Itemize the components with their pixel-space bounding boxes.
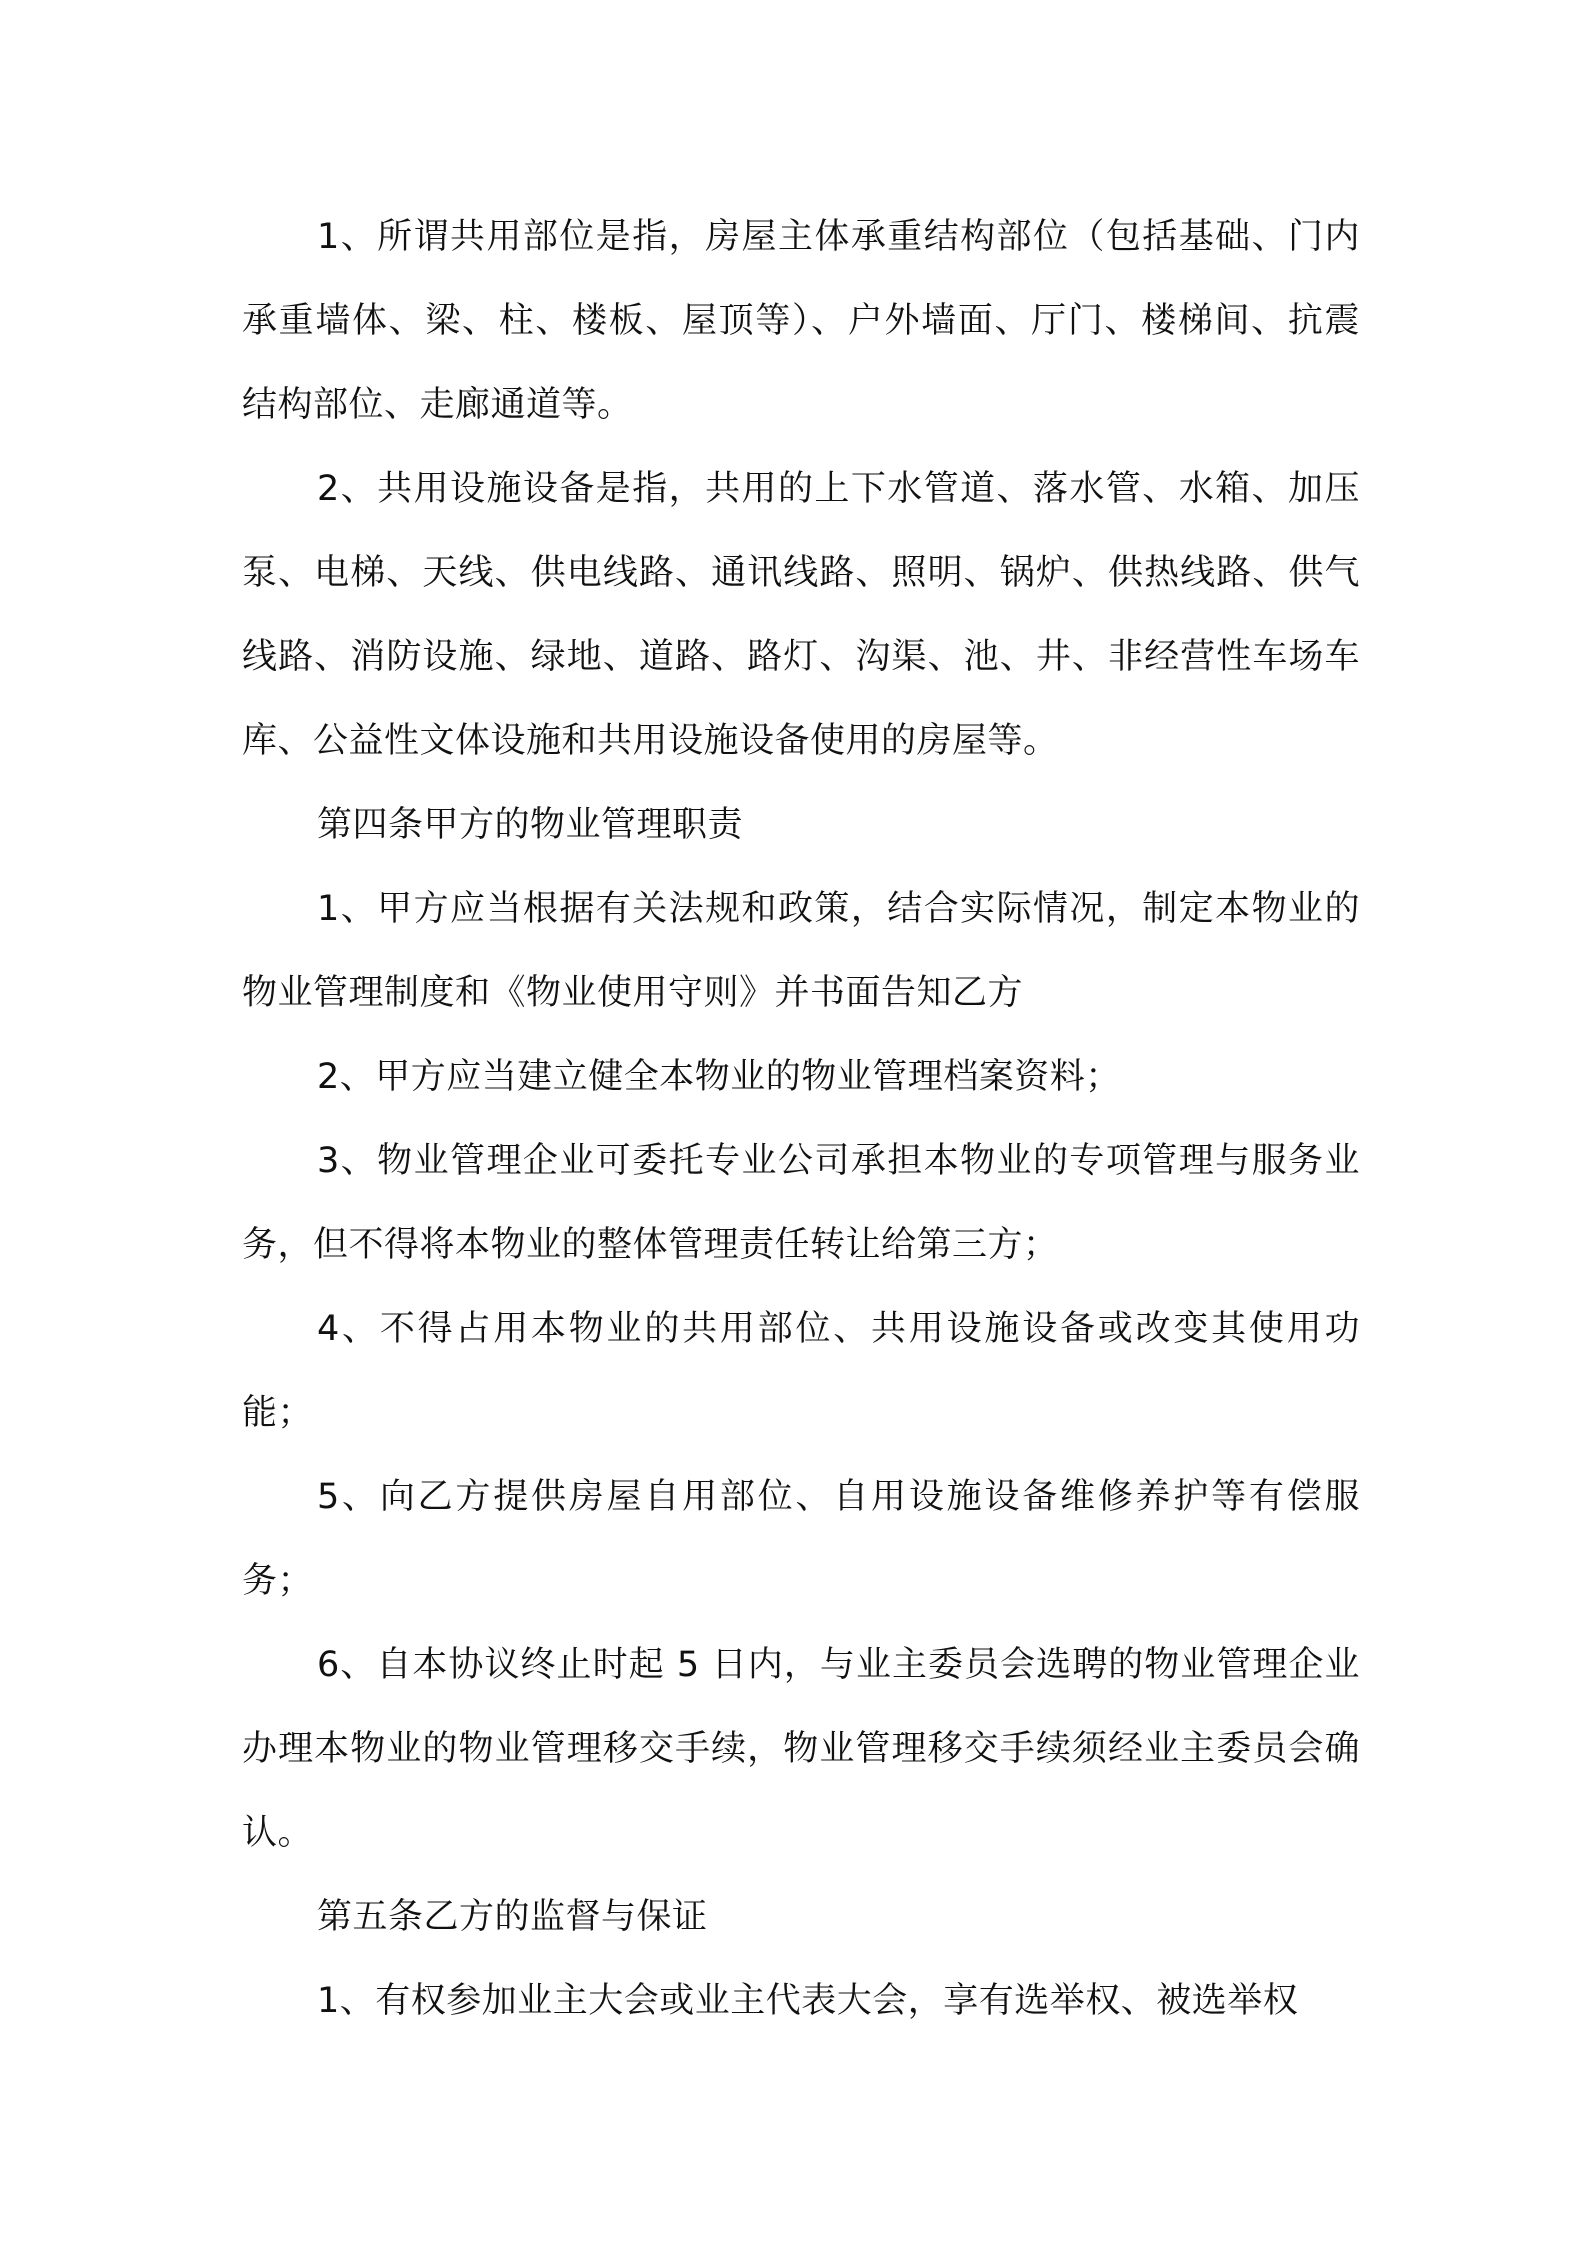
section-heading-article-5: 第五条乙方的监督与保证 bbox=[317, 1897, 708, 1937]
paragraph-article-4-item-4: 4、不得占用本物业的共用部位、共用设施设备或改变其使用功能； bbox=[242, 1309, 1360, 1433]
paragraph-article-5-item-1: 1、有权参加业主大会或业主代表大会，享有选举权、被选举权 bbox=[317, 1981, 1299, 2021]
paragraph-shared-facilities: 2、共用设施设备是指，共用的上下水管道、落水管、水箱、加压泵、电梯、天线、供电线路、通讯线路、照明、锅炉、供热线路、供气线路、消防设施、绿地、道路、路灯、沟渠、池、井、非经营性车场车库、公益性文体设施和共用设施设备使用的房屋等。 bbox=[242, 469, 1360, 761]
paragraph-article-4-item-3: 3、物业管理企业可委托专业公司承担本物业的专项管理与服务业务，但不得将本物业的整体管理责任转让给第三方； bbox=[242, 1141, 1360, 1265]
section-heading-article-4: 第四条甲方的物业管理职责 bbox=[317, 805, 744, 845]
paragraph-shared-parts: 1、所谓共用部位是指，房屋主体承重结构部位（包括基础、门内承重墙体、梁、柱、楼板、屋顶等）、户外墙面、厅门、楼梯间、抗震结构部位、走廊通道等。 bbox=[242, 217, 1360, 425]
paragraph-article-4-item-1: 1、甲方应当根据有关法规和政策，结合实际情况，制定本物业的物业管理制度和《物业使用守则》并书面告知乙方 bbox=[242, 889, 1360, 1013]
document-page bbox=[242, 195, 1360, 2043]
paragraph-article-4-item-6: 6、自本协议终止时起 5 日内，与业主委员会选聘的物业管理企业办理本物业的物业管理移交手续，物业管理移交手续须经业主委员会确认。 bbox=[242, 1645, 1360, 1853]
paragraph-article-4-item-2: 2、甲方应当建立健全本物业的物业管理档案资料； bbox=[317, 1057, 1121, 1097]
paragraph-article-4-item-5: 5、向乙方提供房屋自用部位、自用设施设备维修养护等有偿服务； bbox=[242, 1477, 1360, 1601]
